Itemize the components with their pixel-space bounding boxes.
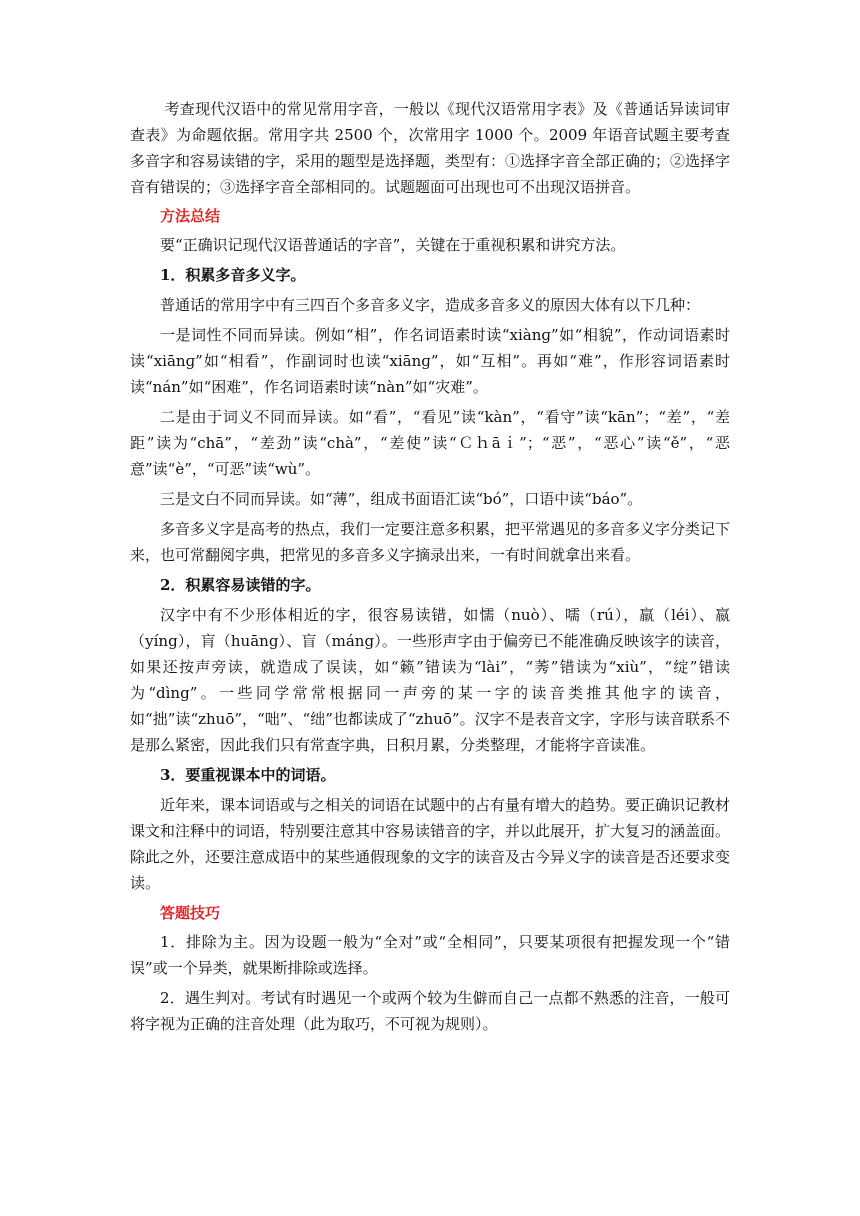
polyphonic-paragraph-2: 一是词性不同而异读。例如“相”，作名词语素时读“xiànɡ”如“相貌”，作动词语素时读“xiānɡ”如“相看”，作副词时也读“xiānɡ”，如“互相”。再如“难”，作形容词语素时读“nán”如“困难”，作名词语素时读“nàn”如“灾难”。 — [130, 326, 730, 396]
section-heading-answer-tips: 答题技巧 — [160, 904, 221, 922]
intro-paragraph: 考查现代汉语中的常见常用字音，一般以《现代汉语常用字表》及《普通话异读词审查表》为命题依据。常用字共 2500 个，次常用字 1000 个。2009 年语音试题主要考查多音字和容易读错的字，采用的题型是选择题，类型有：①选择字音全部正确的；②选择字音有错误的；③选择字音全部相同的。试题题面可出现也可不出现汉语拼音。 — [130, 100, 731, 196]
subheading-textbook-words: 3．要重视课本中的词语。 — [160, 766, 336, 784]
subheading-misread-chars: 2．积累容易读错的字。 — [160, 576, 321, 594]
tips-paragraph-2: 2．遇生判对。考试有时遇见一个或两个较为生僻而自己一点都不熟悉的注音，一般可将字视为正确的注音处理（此为取巧，不可视为规则）。 — [130, 989, 730, 1033]
method-lead-paragraph: 要“正确识记现代汉语普通话的字音”，关键在于重视积累和讲究方法。 — [160, 236, 626, 254]
textbook-paragraph: 近年来，课本词语或与之相关的词语在试题中的占有量有增大的趋势。要正确识记教材课文和注释中的词语，特别要注意其中容易读错音的字，并以此展开，扩大复习的涵盖面。除此之外，还要注意成语中的某些通假现象的文字的读音及古今异义字的读音是否还要求变读。 — [130, 796, 731, 892]
polyphonic-paragraph-5: 多音多义字是高考的热点，我们一定要注意多积累，把平常遇见的多音多义字分类记下来，也可常翻阅字典，把常见的多音多义字摘录出来，一有时间就拿出来看。 — [130, 520, 731, 564]
document-page — [130, 96, 730, 1037]
polyphonic-paragraph-1: 普通话的常用字中有三四百个多音多义字，造成多音多义的原因大体有以下几种： — [160, 296, 701, 314]
polyphonic-paragraph-3: 二是由于词义不同而异读。如“看”，“看见”读“kàn”，“看守”读“kān”；“差”，“差距”读为“chā”，“差劲”读“chà”，“差使”读“Ｃｈāｉ”；“恶”，“恶心”读“ě”，“恶意”读“è”，“可恶”读“wù”。 — [130, 408, 730, 478]
subheading-polyphonic: 1．积累多音多义字。 — [160, 266, 306, 284]
polyphonic-paragraph-4: 三是文白不同而异读。如“薄”，组成书面语汇读“bó”，口语中读“báo”。 — [160, 490, 643, 508]
misread-paragraph: 汉字中有不少形体相近的字，很容易读错，如懦（nuò）、嚅（rú），羸（léi）、嬴（yíng），肓（huāng）、盲（máng）。一些形声字由于偏旁已不能准确反映该字的读音，如果还按声旁读，就造成了误读，如“籁”错读为“lài”，“莠”错读为“xiù”，“绽”错读为“dìng”。一些同学常常根据同一声旁的某一字的读音类推其他字的读音，如“拙”读“zhuō”，“咄”、“绌”也都读成了“zhuō”。汉字不是表音文字，字形与读音联系不是那么紧密，因此我们只有常查字典，日积月累，分类整理，才能将字音读准。 — [130, 606, 730, 754]
section-heading-method-summary: 方法总结 — [160, 207, 221, 225]
tips-paragraph-1: 1．排除为主。因为设题一般为“全对”或“全相同”，只要某项很有把握发现一个“错误”或一个异类，就果断排除或选择。 — [130, 933, 730, 977]
